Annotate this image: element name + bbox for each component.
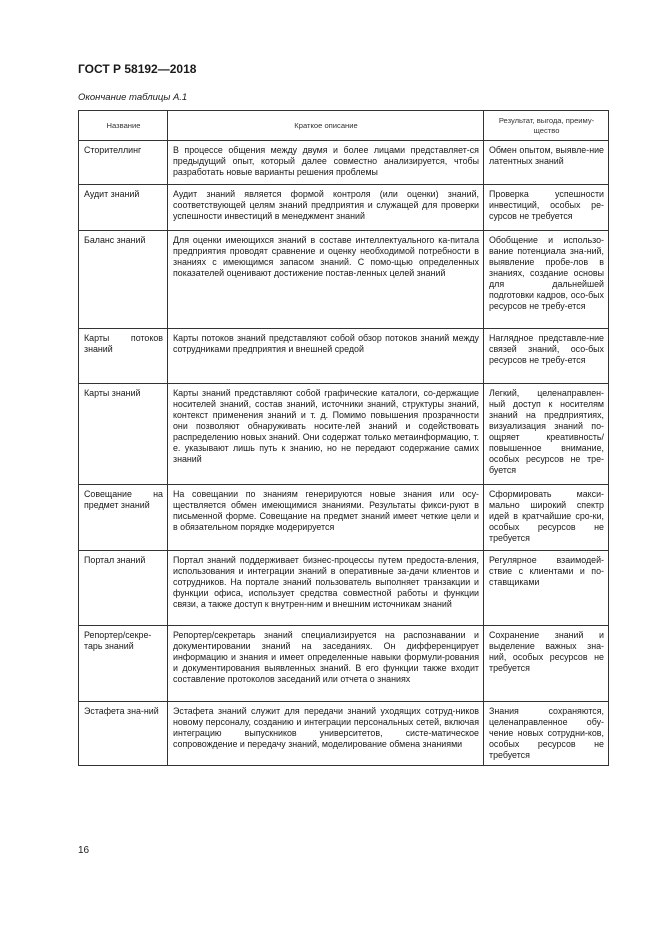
row-description: Аудит знаний является формой контроля (или оценки) знаний, соответствующей целям знаний предприятия и служащей для проверки успешности инвестиций в менеджмент знаний xyxy=(168,185,484,231)
row-name: Совещание на предмет знаний xyxy=(79,485,168,551)
row-name: Сторителлинг xyxy=(79,141,168,185)
row-name: Карты знаний xyxy=(79,384,168,485)
table-row xyxy=(79,485,609,551)
table-row xyxy=(79,185,609,231)
row-description: Карты знаний представляют собой графические каталоги, со-держащие носителей знаний, состав знаний, источники знаний, структуры знаний, контекст применения знаний и т. д. Помимо повышения прозрачности они позволяют обнаруживать носите-лей знаний и содействовать распределению новых знаний. Они содержат только метаинформацию, т. е. указывают лишь путь к знанию, но не передают содержание самих знаний xyxy=(168,384,484,485)
row-result: Обмен опытом, выявле-ние латентных знаний xyxy=(484,141,609,185)
table-caption: Окончание таблицы А.1 xyxy=(78,92,188,103)
row-name: Эстафета зна-ний xyxy=(79,702,168,766)
knowledge-methods-table xyxy=(78,110,609,766)
header-name: Название xyxy=(79,111,168,141)
row-result: Проверка успешности инвестиций, особых ре-сурсов не требуется xyxy=(484,185,609,231)
row-description: На совещании по знаниям генерируются новые знания или осу-ществляется обмен имеющимися знаниями. Результаты фикси-руют в письменной форме. Совещание на предмет знаний имеет четкие цели и в обязательном порядке модерируется xyxy=(168,485,484,551)
row-description: Для оценки имеющихся знаний в составе интеллектуального ка-питала предприятия проводят сравнение и оценку необходимой потребности в знаниях с имеющимся запасом знаний. С помо-щью определенных показателей оценивают достижение постав-ленных целей знаний xyxy=(168,231,484,329)
table-row xyxy=(79,231,609,329)
table-header-row xyxy=(79,111,609,141)
row-result: Знания сохраняются, целенаправленное обу-чение новых сотрудни-ков, особых ресурсов не требуется xyxy=(484,702,609,766)
row-description: Портал знаний поддерживает бизнес-процессы путем предоста-вления, использования и интеграции знаний в оперативные за-дачи клиентов и сотрудников. На портале знаний пользователь выполняет транзакции и функции офиса, использует средства совместной работы и функции связи, а также доступ к внутрен-ним и внешним источникам знаний xyxy=(168,551,484,626)
table-row xyxy=(79,384,609,485)
table-row xyxy=(79,626,609,702)
row-name: Карты потоков знаний xyxy=(79,329,168,384)
row-result: Обобщение и использо-вание потенциала зна-ний, выявление пробе-лов в знаниях, создание основы для дальнейшей подготовки кадров, осо-бых ресурсов не требу-ется xyxy=(484,231,609,329)
table-row xyxy=(79,141,609,185)
table-row xyxy=(79,551,609,626)
page-number: 16 xyxy=(78,845,90,856)
header-description: Краткое описание xyxy=(168,111,484,141)
row-name: Баланс знаний xyxy=(79,231,168,329)
row-description: Репортер/секретарь знаний специализируется на распознавании и документировании знаний на заседаниях. Он дифференцирует информацию и знания и имеет определенные навыки формули-рования и документирования выявленных знаний. В его функции также входит составление протоколов заседаний или отчета о знаниях xyxy=(168,626,484,702)
row-result: Сохранение знаний и выделение важных зна-ний, особых ресурсов не требуется xyxy=(484,626,609,702)
document-code-header: ГОСТ Р 58192—2018 xyxy=(78,62,197,76)
row-name: Репортер/секре-тарь знаний xyxy=(79,626,168,702)
row-result: Сформировать макси-мально широкий спектр идей в кратчайшие сро-ки, особых ресурсов не требуется xyxy=(484,485,609,551)
row-name: Портал знаний xyxy=(79,551,168,626)
row-result: Регулярное взаимодей-ствие с клиентами и по-ставщиками xyxy=(484,551,609,626)
row-description: Карты потоков знаний представляют собой обзор потоков знаний между сотрудниками предприятия и внешней средой xyxy=(168,329,484,384)
row-result: Наглядное представле-ние связей знаний, осо-бых ресурсов не требу-ется xyxy=(484,329,609,384)
row-description: В процессе общения между двумя и более лицами представляет-ся предыдущий опыт, который далее совместно анализируется, чтобы разработать новые варианты решения проблемы xyxy=(168,141,484,185)
row-result: Легкий, целенаправлен-ный доступ к носителям знаний на предприятиях, визуализация знаний по-ощряет креативность/ повышенное внимание, особых ресурсов не тре-буется xyxy=(484,384,609,485)
table-row xyxy=(79,702,609,766)
header-result: Результат, выгода, преиму-щество xyxy=(484,111,609,141)
row-description: Эстафета знаний служит для передачи знаний уходящих сотруд-ников новому персоналу, созданию и интеграции персональных сетей, включая интеграцию выпускников университетов, систе-матическое сопровождение и передачу знаний, моделирование обмена знаниями xyxy=(168,702,484,766)
table-row xyxy=(79,329,609,384)
row-name: Аудит знаний xyxy=(79,185,168,231)
